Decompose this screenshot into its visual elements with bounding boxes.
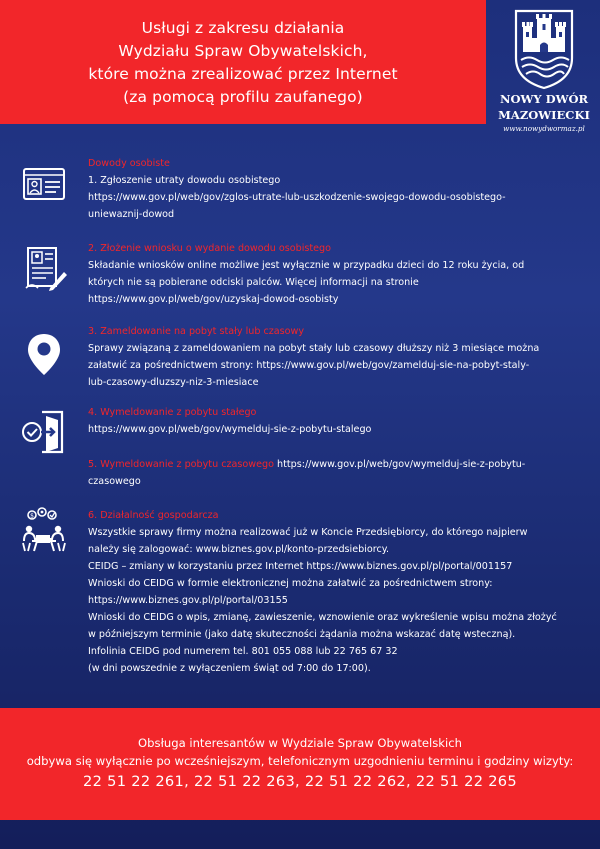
logo-city-line-2: MAZOWIECKI [498, 108, 590, 122]
footer-line-1: Obsługa interesantów w Wydziale Spraw Obywatelskich [138, 736, 462, 750]
section-title-row [88, 456, 588, 473]
footer-line-2: odbywa się wyłącznie po wcześniejszym, telefonicznym uzgodnieniu terminu i godziny wizyty: [26, 754, 574, 768]
footer-banner [0, 708, 600, 820]
section-line: Składanie wniosków online możliwe jest wyłącznie w przypadku dzieci do 12 roku życia, od [88, 260, 525, 271]
section-link[interactable]: czasowego [88, 476, 141, 487]
header-line-2: Wydziału Spraw Obywatelskich, [118, 42, 368, 60]
section-line: 1. Zgłoszenie utraty dowodu osobistego [88, 175, 281, 186]
section-link[interactable]: lub-czasowy-dluzszy-niz-3-miesiace [88, 377, 259, 388]
section-line: Infolinia CEIDG pod numerem tel. 801 055 088 lub 22 765 67 32 [88, 646, 398, 657]
section-content [88, 240, 588, 308]
business-meeting-icon [20, 507, 68, 555]
location-pin-icon [20, 331, 68, 379]
section-content [88, 155, 588, 223]
section-link[interactable]: https://www.biznes.gov.pl/pl/portal/03155 [88, 595, 288, 606]
section-line: których nie są pobierane odciski palców. Więcej informacji na stronie [88, 277, 419, 288]
section-link[interactable]: https://www.gov.pl/web/gov/zglos-utrate-lub-uszkodzenie-swojego-dowodu-osobistego- [88, 192, 506, 203]
section-content [88, 404, 588, 438]
section-link[interactable]: uniewaznij-dowod [88, 209, 175, 220]
section-title: 4. Wymeldowanie z pobytu stałego [88, 407, 257, 418]
section-title: 5. Wymeldowanie z pobytu czasowego [88, 459, 274, 470]
section-content [88, 456, 588, 490]
footer-phones: 22 51 22 261, 22 51 22 263, 22 51 22 262, 22 51 22 265 [83, 773, 517, 790]
section-link[interactable]: należy się zalogować: www.biznes.gov.pl/konto-przedsiebiorcy. [88, 544, 390, 555]
section-title: 3. Zameldowanie na pobyt stały lub czasowy [88, 326, 305, 337]
section-line: Wnioski do CEIDG o wpis, zmianę, zawieszenie, wznowienie oraz wykreślenie wpisu można złożyć [88, 612, 557, 623]
section-line[interactable]: CEIDG – zmiany w korzystaniu przez Internet https://www.biznes.gov.pl/pl/portal/001157 [88, 561, 513, 572]
section-line: (w dni powszednie z wyłączeniem świąt od 7:00 do 17:00). [88, 663, 371, 674]
header-line-1: Usługi z zakresu działania [141, 19, 345, 37]
header-line-3: które można zrealizować przez Internet [88, 65, 398, 83]
section-line: w późniejszym terminie (jako datę skuteczności żądania można wskazać datę wsteczną). [88, 629, 516, 640]
section-link[interactable]: https://www.gov.pl/web/gov/wymelduj-sie-z-pobytu- [273, 459, 526, 470]
id-card-icon [20, 161, 68, 209]
section-content [88, 323, 588, 391]
city-logo [494, 8, 594, 138]
section-title: Dowody osobiste [88, 158, 170, 169]
document-form-icon [20, 244, 68, 292]
section-content [88, 507, 588, 677]
section-link[interactable]: https://www.gov.pl/web/gov/uzyskaj-dowod-osobisty [88, 294, 339, 305]
castle-crest-icon [513, 8, 575, 90]
logo-url: www.nowydwormaz.pl [503, 124, 585, 133]
exit-door-icon [20, 408, 68, 456]
section-line: Wszystkie sprawy firmy można realizować już w Koncie Przedsiębiorcy, do którego najpierw [88, 527, 528, 538]
section-title: 2. Złożenie wniosku o wydanie dowodu osobistego [88, 243, 331, 254]
section-line: Wnioski do CEIDG w formie elektronicznej można załatwić za pośrednictwem strony: [88, 578, 493, 589]
section-line[interactable]: załatwić za pośrednictwem strony: https://www.gov.pl/web/gov/zamelduj-sie-na-pobyt-staly- [88, 360, 530, 371]
section-link[interactable]: https://www.gov.pl/web/gov/wymelduj-sie-z-pobytu-stalego [88, 424, 372, 435]
header-banner [0, 0, 486, 124]
svg-text:$: $ [30, 512, 34, 520]
logo-city-line-1: NOWY DWÓR [499, 92, 589, 106]
header-line-4: (za pomocą profilu zaufanego) [123, 88, 363, 106]
section-line: Sprawy związaną z zameldowaniem na pobyt stały lub czasowy dłuższy niż 3 miesiące można [88, 343, 540, 354]
section-title: 6. Działalność gospodarcza [88, 510, 219, 521]
